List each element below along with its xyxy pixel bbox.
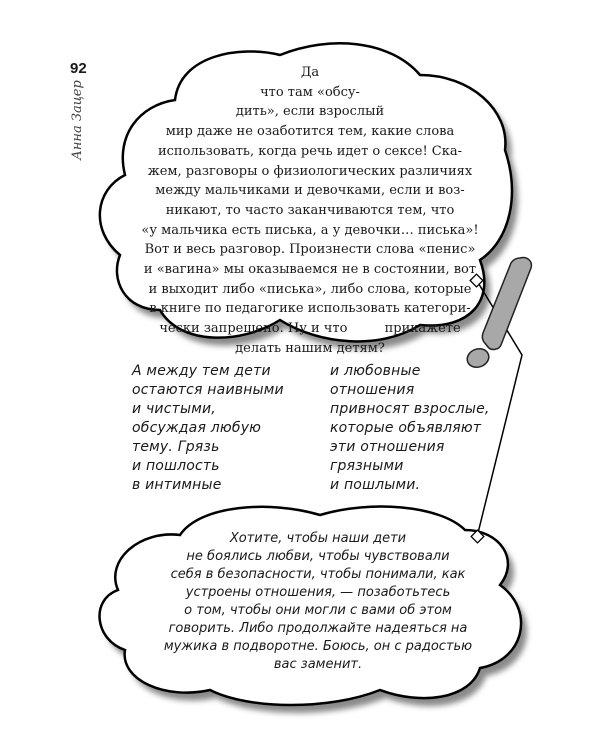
cloud-line: что там «обсу-	[260, 84, 360, 100]
middle-right-line: и пошлыми.	[330, 477, 421, 493]
bottom-cloud-text	[128, 530, 508, 674]
middle-left-line: в интимные	[132, 477, 222, 493]
middle-left-line: остаются наивными	[132, 382, 284, 398]
cloud-line: между мальчиками и девочками, если и воз-	[155, 183, 465, 199]
bottom-line: мужика в подворотне. Боюсь, он с радостью	[163, 639, 473, 654]
bottom-line: о том, чтобы они могли с вами об этом	[184, 603, 452, 618]
middle-left-line: и чистыми,	[132, 401, 216, 417]
bottom-line: устроены отношения, — позаботьтесь	[185, 585, 451, 600]
cloud-line: и «вагина» мы оказываемся не в состоянии, вот	[143, 262, 477, 278]
top-cloud-text	[110, 63, 510, 359]
middle-right-line: которые объявляют	[330, 420, 482, 436]
cloud-line: использовать, когда речь идет о сексе! Ска-	[157, 143, 463, 159]
cloud-line: дить», если взрослый	[235, 104, 385, 120]
middle-left-text	[132, 362, 284, 495]
middle-left-line: тему. Грязь	[132, 439, 220, 455]
bottom-line: говорить. Либо продолжайте надеяться на	[168, 621, 468, 636]
bottom-line: себя в безопасности, чтобы понимали, как	[170, 567, 466, 582]
cloud-line: делать нашим детям?	[235, 340, 385, 356]
cloud-line: и выходит либо «писька», либо слова, которые	[148, 281, 472, 297]
cloud-line: Да	[300, 65, 320, 80]
middle-right-line: эти отношения	[330, 439, 445, 455]
middle-left-line: обсуждая любую	[132, 420, 262, 436]
cloud-line: жем, разговоры о физиологических различиях	[147, 163, 473, 179]
cloud-line: никают, то часто заканчиваются тем, что	[165, 202, 455, 218]
middle-left-line: А между тем дети	[132, 363, 271, 379]
middle-left-line: и пошлость	[132, 458, 220, 474]
cloud-line: мир даже не озаботится тем, какие слова	[165, 124, 455, 140]
cloud-line: в книге по педагогике использовать категори-	[149, 301, 471, 317]
middle-right-line: отношения	[330, 382, 415, 398]
page-number: 92	[70, 60, 87, 77]
cloud-line: чески запрещено. Ну и что прикажете	[159, 321, 461, 337]
bottom-line: вас заменит.	[273, 657, 363, 672]
running-header-author: Анна Зацер	[70, 80, 85, 160]
cloud-line: Вот и весь разговор. Произнести слова «пенис»	[144, 242, 476, 258]
middle-right-line: и любовные	[330, 363, 421, 379]
bottom-line: не боялись любви, чтобы чувствовали	[186, 549, 450, 564]
middle-right-line: грязными	[330, 458, 404, 474]
cloud-line: «у мальчика есть писька, а у девочки… писька»!	[141, 222, 479, 238]
middle-right-line: привносят взрослые,	[330, 401, 490, 417]
middle-right-text	[330, 362, 490, 495]
bottom-line: Хотите, чтобы наши дети	[229, 531, 407, 546]
